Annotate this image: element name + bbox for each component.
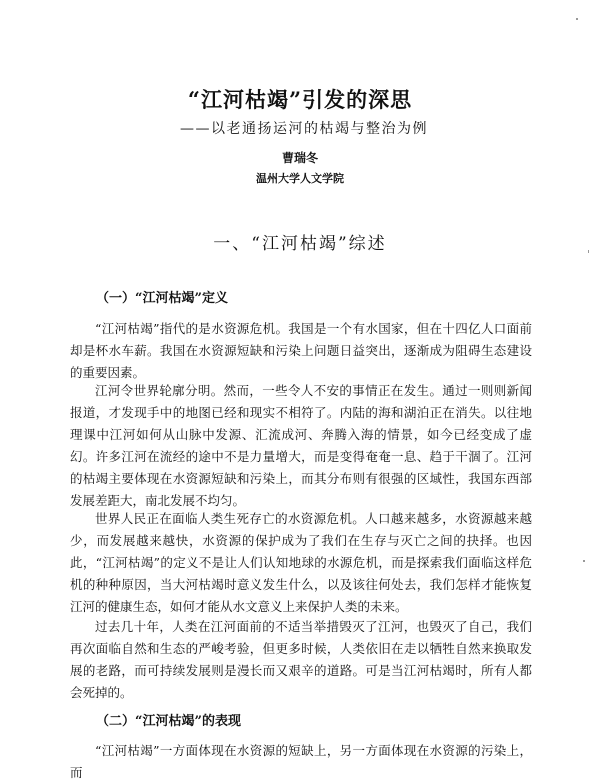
paragraph-manifestation: “江河枯竭”一方面体现在水资源的短缺上，另一方面体现在水资源的污染上，而 <box>70 743 532 780</box>
author-affiliation: 温州大学人文学院 <box>256 172 344 185</box>
scan-speck <box>583 560 585 562</box>
author-name: 曹瑞冬 <box>281 151 318 165</box>
paragraph-rivers: 江河令世界轮廓分明。然而，一些令人不安的事情正在发生。通过一则则新闻报道，才发现手中的地图已经和现实不相符了。内陆的海和湖泊正在消失。以往地理课中江河如何从山脉中发源、汇流成河、奔腾入海的情景，如今已经变成了虚幻。许多江河在流经的途中不是力量增大，而是变得奄奄一息、趋于干涸了。江河的枯竭主要体现在水资源短缺和污染上，而其分布则有很强的区域性，我国东西部发展差距大，南北发展不均匀。 <box>70 383 532 508</box>
paper-subtitle: ——以老通扬运河的枯竭与整治为例 <box>180 121 428 137</box>
subsection-heading-manifestation: （二）“江河枯竭”的表现 <box>96 714 241 729</box>
paragraph-crisis: 世界人民正在面临人类生死存亡的水资源危机。人口越来越多，水资源越来越少，而发展越来越快，水资源的保护成为了我们在生存与灭亡之间的抉择。也因此，“江河枯竭”的定义不是让人们认知地球的水源危机，而是探索我们面临这样危机的种种原因，当大河枯竭时意义发生什么，以及该往何处去，我们怎样才能恢复江河的健康生态，如何才能从水文意义上来保护人类的未来。 <box>70 511 532 614</box>
scan-speck <box>588 250 589 253</box>
paragraph-history: 过去几十年，人类在江河面前的不适当举措毁灭了江河，也毁灭了自己，我们再次面临自然和生态的严峻考验，但更多时候，人类依旧在走以牺牲自然来换取发展的老路，而可持续发展则是漫长而又艰辛的道路。可是当江河枯竭时，所有人都会死掉的。 <box>70 619 532 700</box>
section-heading: 一、“江河枯竭”综述 <box>213 234 387 254</box>
scan-speck <box>576 18 578 20</box>
subsection-heading-definition: （一）“江河枯竭”定义 <box>96 291 228 306</box>
paper-title: “江河枯竭”引发的深思 <box>187 87 413 112</box>
paragraph-definition: “江河枯竭”指代的是水资源危机。我国是一个有水国家，但在十四亿人口面前却是杯水车薪。我国在水资源短缺和污染上问题日益突出，逐渐成为阻碍生态建设的重要因素。 <box>70 321 532 380</box>
